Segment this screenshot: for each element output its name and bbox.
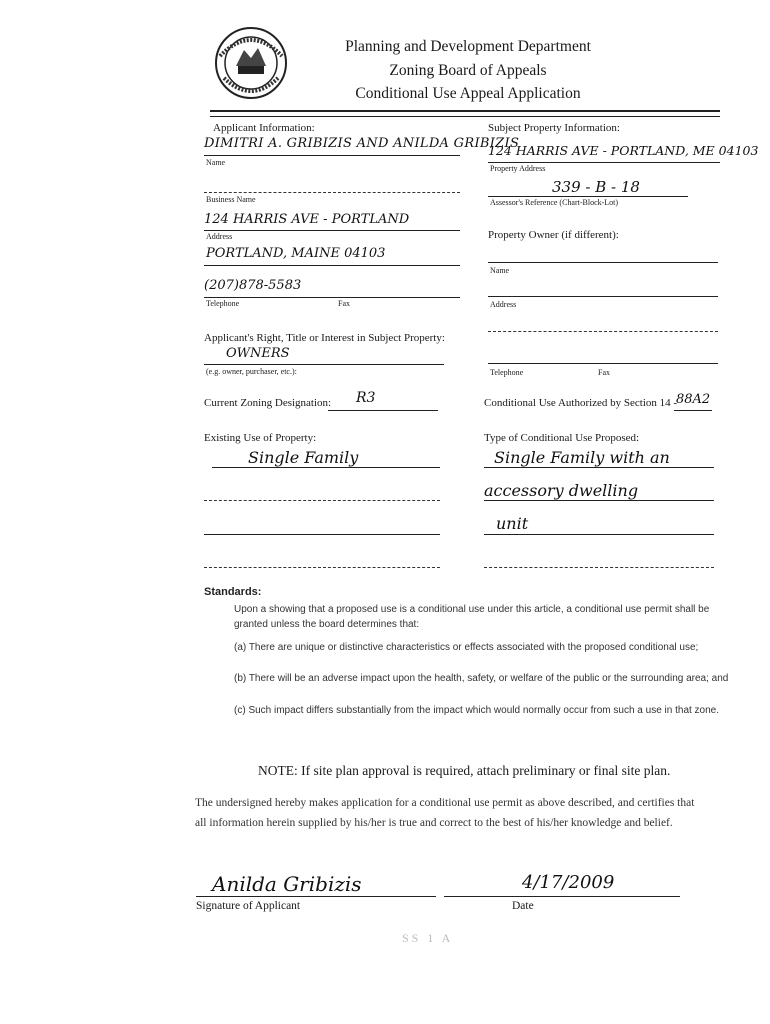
rights-hint: (e.g. owner, purchaser, etc.): bbox=[206, 367, 297, 376]
zoning-label: Current Zoning Designation: bbox=[204, 397, 332, 409]
standards-heading: Standards: bbox=[204, 586, 262, 598]
proposed-use-rule-1 bbox=[484, 467, 714, 468]
signature-date-value[interactable]: 4/17/2009 bbox=[522, 872, 615, 893]
applicant-address-value[interactable]: 124 HARRIS AVE - PORTLAND bbox=[204, 212, 410, 227]
applicant-name-line bbox=[204, 155, 460, 156]
property-address-label: Property Address bbox=[490, 164, 546, 173]
owner-address2-line bbox=[488, 331, 718, 332]
existing-use-line-3 bbox=[204, 534, 440, 535]
zoning-line bbox=[328, 410, 438, 411]
owner-name-line bbox=[488, 262, 718, 263]
applicant-signature[interactable]: Anilda Gribizis bbox=[212, 872, 362, 896]
property-address-line bbox=[488, 162, 720, 163]
department-title: Planning and Development Department bbox=[345, 38, 591, 55]
proposed-use-rule-4 bbox=[484, 567, 714, 568]
owner-fax-label: Fax bbox=[598, 368, 610, 377]
conditional-use-section-label: Conditional Use Authorized by Section 14 - bbox=[484, 397, 678, 409]
site-plan-note: NOTE: If site plan approval is required, attach preliminary or final site plan. bbox=[258, 763, 671, 778]
owner-address-line bbox=[488, 296, 718, 297]
assessor-reference-value[interactable]: 339 - B - 18 bbox=[552, 178, 640, 196]
standard-c: (c) Such impact differs substantially from the impact which would normally occur from such a use in that zone. bbox=[234, 705, 720, 716]
proposed-use-line2[interactable]: accessory dwelling bbox=[484, 481, 639, 500]
owner-telephone-line bbox=[488, 363, 718, 364]
owner-address-label: Address bbox=[490, 300, 517, 309]
property-section-label: Subject Property Information: bbox=[488, 122, 620, 134]
assessor-reference-label: Assessor's Reference (Chart-Block-Lot) bbox=[490, 198, 619, 207]
standard-b: (b) There will be an adverse impact upon the health, safety, or welfare of the public or the surrounding area; and bbox=[234, 673, 729, 684]
standards-intro-1: Upon a showing that a proposed use is a conditional use under this article, a conditional use permit shall be bbox=[234, 604, 710, 615]
applicant-name-label: Name bbox=[206, 158, 226, 167]
zoning-value[interactable]: R3 bbox=[356, 390, 376, 406]
applicant-telephone-label: Telephone bbox=[206, 299, 240, 308]
rights-line bbox=[204, 364, 444, 365]
applicant-telephone-line bbox=[204, 297, 460, 298]
date-label: Date bbox=[512, 900, 534, 912]
board-title: Zoning Board of Appeals bbox=[389, 62, 547, 79]
owner-name-label: Name bbox=[490, 266, 510, 275]
property-owner-label: Property Owner (if different): bbox=[488, 229, 619, 241]
applicant-telephone-value[interactable]: (207)878-5583 bbox=[204, 278, 302, 293]
certification-line-2: all information herein supplied by his/her is true and correct to the best of his/her knowledge and belief. bbox=[195, 817, 673, 829]
applicant-name-value[interactable]: DIMITRI A. GRIBIZIS AND ANILDA GRIBIZIS bbox=[204, 136, 520, 151]
existing-use-value[interactable]: Single Family bbox=[248, 448, 359, 467]
conditional-use-section-line bbox=[674, 410, 712, 411]
business-name-label: Business Name bbox=[206, 195, 256, 204]
conditional-use-section-value[interactable]: 88A2 bbox=[676, 392, 711, 407]
assessor-reference-line bbox=[488, 196, 688, 197]
proposed-use-line1[interactable]: Single Family with an bbox=[494, 448, 670, 467]
proposed-use-label: Type of Conditional Use Proposed: bbox=[484, 432, 640, 444]
date-line bbox=[444, 896, 680, 897]
applicant-address-label: Address bbox=[206, 232, 233, 241]
existing-use-label: Existing Use of Property: bbox=[204, 432, 317, 444]
header-rule bbox=[210, 116, 720, 117]
header-rule bbox=[210, 110, 720, 112]
standards-intro-2: granted unless the board determines that: bbox=[234, 619, 420, 630]
standard-a: (a) There are unique or distinctive characteristics or effects associated with the proposed conditional use; bbox=[234, 642, 699, 653]
city-seal bbox=[214, 26, 288, 100]
existing-use-line-2 bbox=[204, 500, 440, 501]
applicant-address2-line bbox=[204, 265, 460, 266]
proposed-use-rule-2 bbox=[484, 500, 714, 501]
business-name-line bbox=[204, 192, 460, 193]
signature-label: Signature of Applicant bbox=[196, 900, 301, 912]
rights-label: Applicant's Right, Title or Interest in Subject Property: bbox=[204, 332, 445, 344]
applicant-fax-label: Fax bbox=[338, 299, 350, 308]
owner-telephone-label: Telephone bbox=[490, 368, 524, 377]
proposed-use-rule-3 bbox=[484, 534, 714, 535]
proposed-use-line3[interactable]: unit bbox=[496, 514, 529, 533]
signature-line bbox=[196, 896, 436, 897]
existing-use-line bbox=[212, 467, 440, 468]
applicant-section-label: Applicant Information: bbox=[213, 122, 315, 134]
existing-use-line-4 bbox=[204, 567, 440, 568]
applicant-address2-value[interactable]: PORTLAND, MAINE 04103 bbox=[206, 246, 386, 261]
faint-stamp: SS 1 A bbox=[402, 931, 454, 945]
rights-value[interactable]: OWNERS bbox=[226, 346, 290, 361]
property-address-value[interactable]: 124 HARRIS AVE - PORTLAND, ME 04103 bbox=[488, 143, 759, 158]
certification-line-1: The undersigned hereby makes application for a conditional use permit as above described, and certifies that bbox=[195, 797, 695, 809]
applicant-address-line bbox=[204, 230, 460, 231]
form-title: Conditional Use Appeal Application bbox=[355, 85, 581, 102]
